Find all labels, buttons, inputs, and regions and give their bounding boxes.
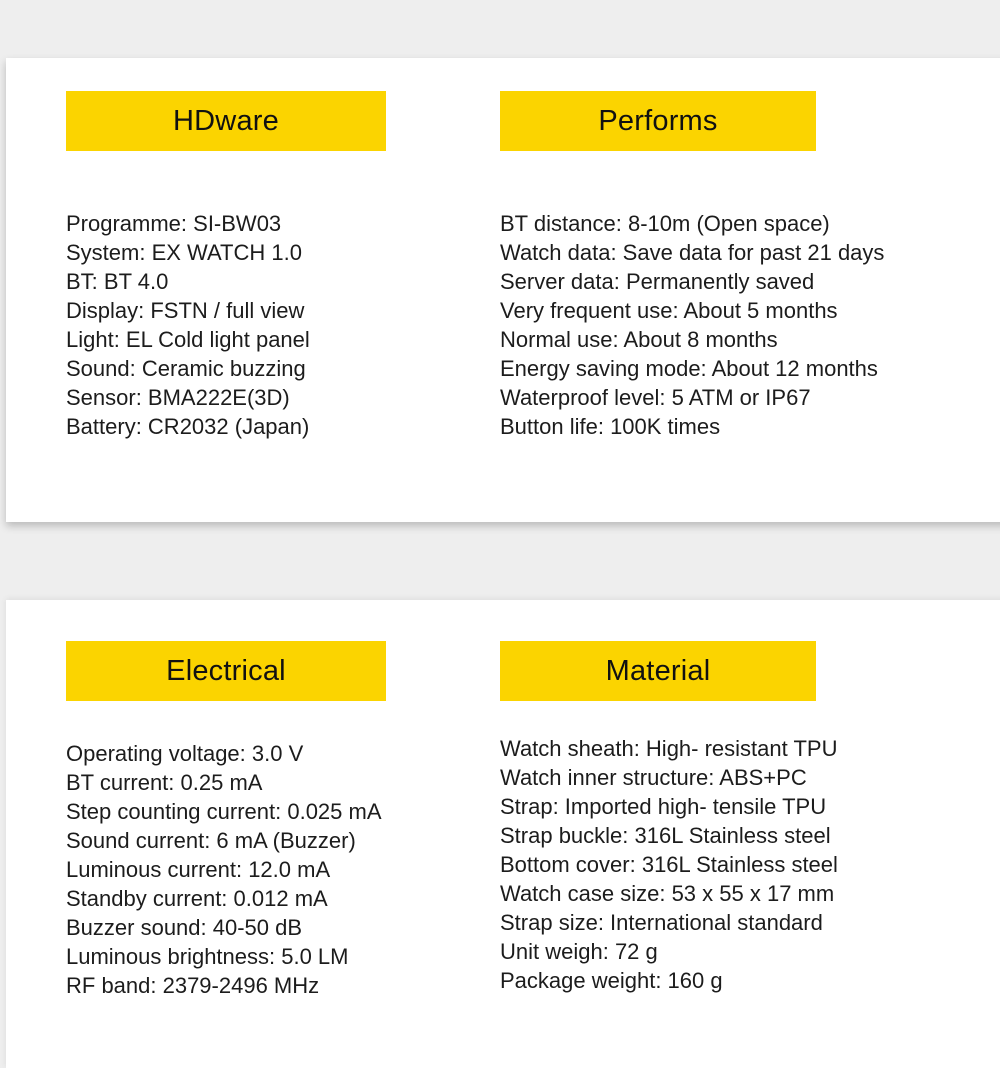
spec-item: Bottom cover: 316L Stainless steel xyxy=(500,852,838,877)
spec-item: Buzzer sound: 40-50 dB xyxy=(66,915,303,940)
section-performs xyxy=(500,91,884,441)
section-heading: Material xyxy=(500,641,816,701)
spec-item: Watch sheath: High- resistant TPU xyxy=(500,736,838,761)
spec-item: Normal use: About 8 months xyxy=(500,327,778,352)
section-electrical xyxy=(66,641,386,1000)
spec-item: System: EX WATCH 1.0 xyxy=(66,240,302,265)
spec-item: Battery: CR2032 (Japan) xyxy=(66,414,310,439)
spec-item: Display: FSTN / full view xyxy=(66,298,305,323)
spec-item: Strap buckle: 316L Stainless steel xyxy=(500,823,831,848)
spec-item: BT current: 0.25 mA xyxy=(66,770,263,795)
spec-item: Luminous brightness: 5.0 LM xyxy=(66,944,349,969)
spec-item: Watch case size: 53 x 55 x 17 mm xyxy=(500,881,835,906)
spec-item: Very frequent use: About 5 months xyxy=(500,298,838,323)
spec-item: Sensor: BMA222E(3D) xyxy=(66,385,290,410)
section-material xyxy=(500,641,838,995)
spec-item: Energy saving mode: About 12 months xyxy=(500,356,878,381)
spec-item: Unit weigh: 72 g xyxy=(500,939,658,964)
spec-list xyxy=(500,734,838,995)
spec-item: Standby current: 0.012 mA xyxy=(66,886,328,911)
spec-item: Watch data: Save data for past 21 days xyxy=(500,240,885,265)
spec-item: Step counting current: 0.025 mA xyxy=(66,799,382,824)
spec-list xyxy=(66,209,386,441)
spec-item: Strap: Imported high- tensile TPU xyxy=(500,794,827,819)
spec-item: Light: EL Cold light panel xyxy=(66,327,310,352)
section-heading: Performs xyxy=(500,91,816,151)
spec-item: BT distance: 8-10m (Open space) xyxy=(500,211,830,236)
section-heading: Electrical xyxy=(66,641,386,701)
spec-item: Operating voltage: 3.0 V xyxy=(66,741,304,766)
spec-item: Luminous current: 12.0 mA xyxy=(66,857,331,882)
spec-item: BT: BT 4.0 xyxy=(66,269,169,294)
spec-item: Sound current: 6 mA (Buzzer) xyxy=(66,828,356,853)
spec-list xyxy=(66,739,386,1000)
spec-item: Server data: Permanently saved xyxy=(500,269,815,294)
spec-item: Waterproof level: 5 ATM or IP67 xyxy=(500,385,811,410)
spec-item: Package weight: 160 g xyxy=(500,968,723,993)
spec-item: Programme: SI-BW03 xyxy=(66,211,282,236)
spec-item: Button life: 100K times xyxy=(500,414,721,439)
section-heading: HDware xyxy=(66,91,386,151)
spec-item: RF band: 2379-2496 MHz xyxy=(66,973,320,998)
section-hdware xyxy=(66,91,386,441)
spec-list xyxy=(500,209,884,441)
spec-item: Watch inner structure: ABS+PC xyxy=(500,765,807,790)
spec-item: Sound: Ceramic buzzing xyxy=(66,356,306,381)
spec-item: Strap size: International standard xyxy=(500,910,823,935)
